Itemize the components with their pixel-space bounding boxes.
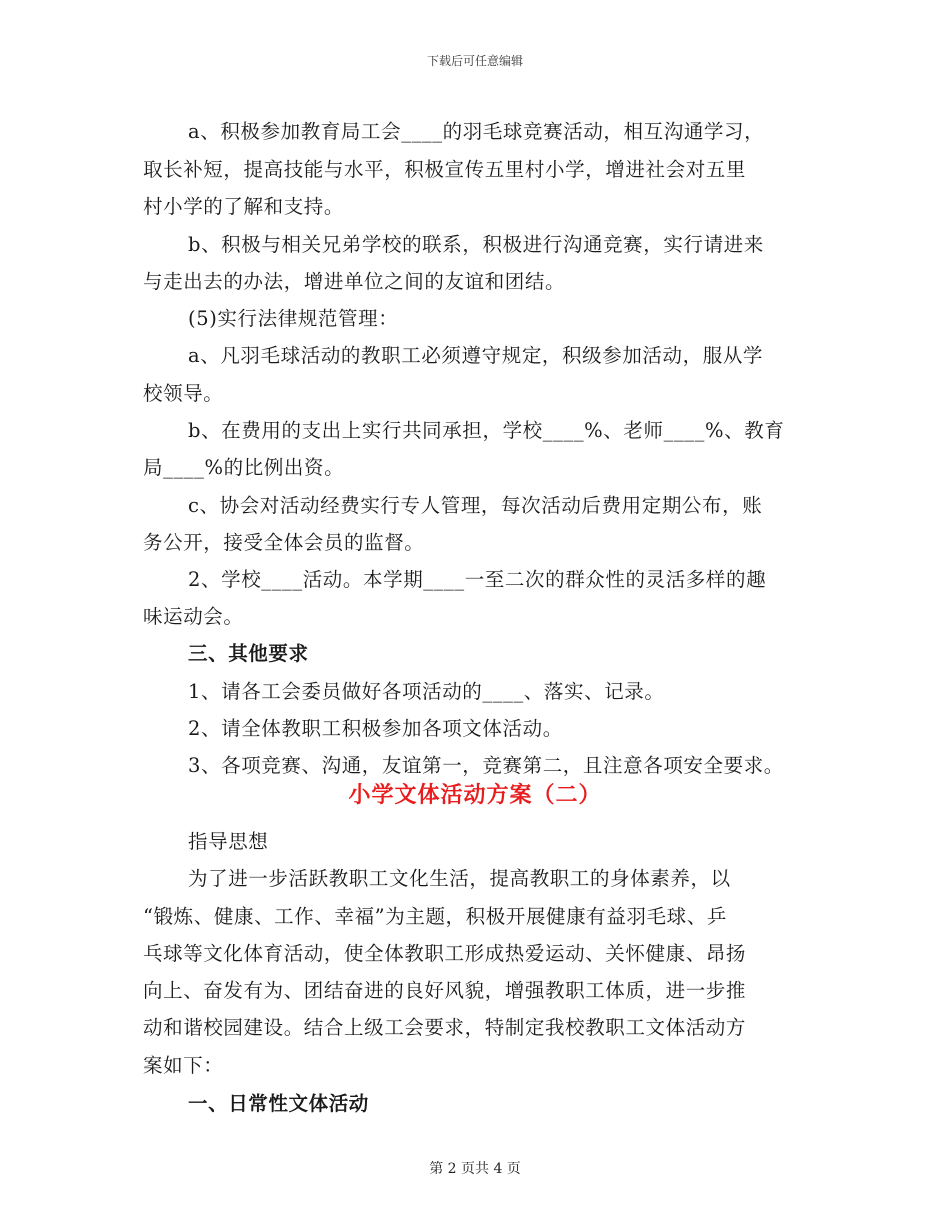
paragraph-line: 2、学校____活动。本学期____一至二次的群众性的灵活多样的趣: [188, 568, 767, 591]
paragraph-line: 乓球等文化体育活动，使全体教职工形成热爱运动、关怀健康、昂扬: [143, 942, 747, 965]
paragraph-line: 2、请全体教职工积极参加各项文体活动。: [188, 717, 563, 740]
paragraph-line: 村小学的了解和支持。: [143, 195, 345, 218]
page-header: 下载后可任意编辑: [426, 54, 523, 68]
paragraph-line: 3、各项竞赛、沟通，友谊第一，竞赛第二，且注意各项安全要求。: [188, 754, 784, 777]
paragraph-line: 向上、奋发有为、团结奋进的良好风貌，增强教职工体质，进一步推: [143, 979, 747, 1002]
page-footer: 第 2 页共 4 页: [429, 1161, 521, 1177]
paragraph-line: 务公开，接受全体会员的监督。: [143, 531, 425, 554]
section-heading: 三、其他要求: [188, 642, 309, 665]
paragraph-line: 指导思想: [188, 830, 269, 853]
paragraph-line: b、积极与相关兄弟学校的联系，积极进行沟通竞赛，实行请进来: [188, 233, 764, 256]
paragraph-line: a、凡羽毛球活动的教职工必须遵守规定，积级参加活动，服从学: [188, 344, 764, 367]
paragraph-line: 校领导。: [143, 382, 224, 405]
paragraph-line: 味运动会。: [143, 605, 244, 628]
paragraph-line: 取长补短，提高技能与水平，积极宣传五里村小学，增进社会对五里: [143, 158, 747, 181]
section-heading: 一、日常性文体活动: [188, 1092, 369, 1115]
paragraph-line: 局____%的比例出资。: [143, 456, 345, 479]
paragraph-line: b、在费用的支出上实行共同承担，学校____%、老师____%、教育: [188, 419, 785, 442]
paragraph-line: 1、请各工会委员做好各项活动的____、落实、记录。: [188, 680, 665, 703]
paragraph-line: 与走出去的办法，增进单位之间的友谊和团结。: [143, 270, 566, 293]
paragraph-line: “锻炼、健康、工作、幸福”为主题，积极开展健康有益羽毛球、乒: [143, 905, 727, 928]
paragraph-line: 动和谐校园建设。结合上级工会要求，特制定我校教职工文体活动方: [143, 1016, 747, 1039]
section-title: 小学文体活动方案（二）: [348, 783, 602, 808]
paragraph-line: c、协会对活动经费实行专人管理，每次活动后费用定期公布，账: [188, 494, 763, 517]
paragraph-line: a、积极参加教育局工会____的羽毛球竞赛活动，相互沟通学习，: [188, 120, 765, 143]
paragraph-line: 为了进一步活跃教职工文化生活，提高教职工的身体素养，以: [188, 867, 731, 890]
paragraph-line: (5)实行法律规范管理：: [188, 307, 399, 330]
paragraph-line: 案如下：: [143, 1054, 224, 1077]
